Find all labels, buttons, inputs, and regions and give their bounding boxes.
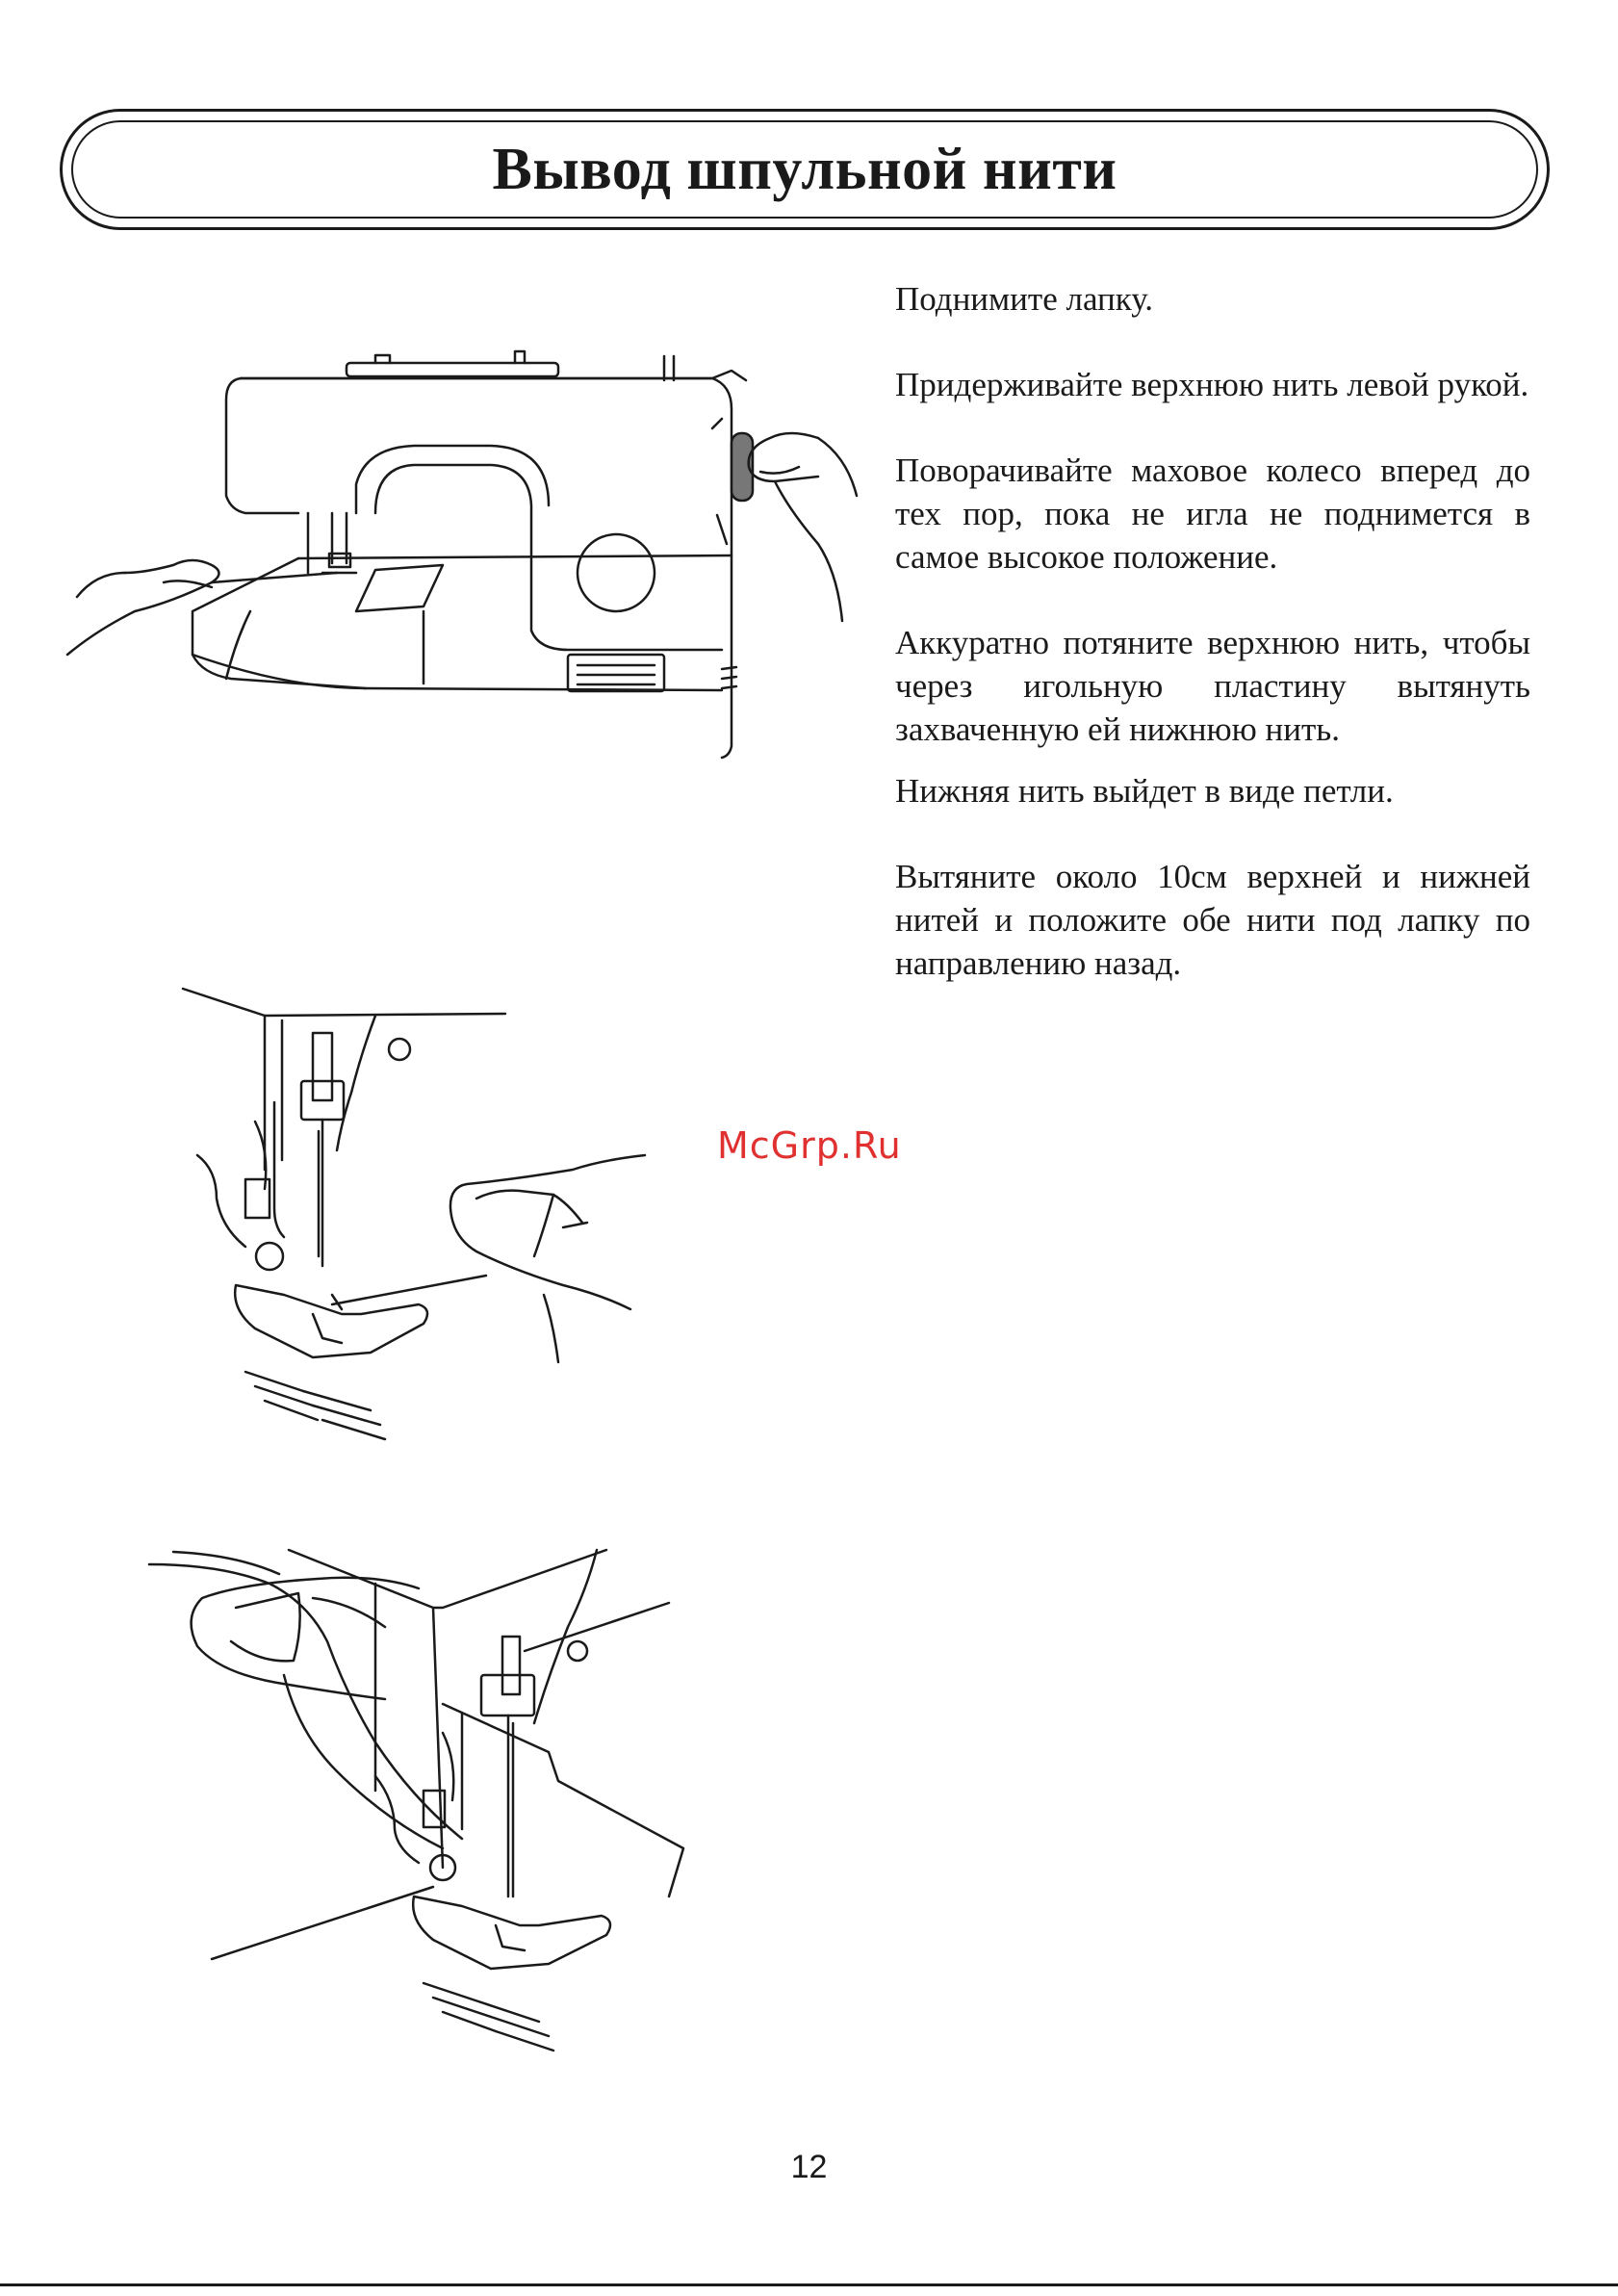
- step-turn-handwheel: Поворачивайте маховое колесо вперед до тех пор, пока не игла не поднимется в самое высокое положение.: [895, 451, 1530, 576]
- threads-under-foot-illustration: [144, 1531, 693, 2070]
- step-hold-thread: Придерживайте верхнюю нить левой рукой.: [895, 366, 1529, 403]
- step-loop-appears: Нижняя нить выйдет в виде петли.: [895, 772, 1394, 810]
- title-frame: [60, 109, 1550, 230]
- bottom-rule: [0, 2283, 1618, 2286]
- watermark: McGrp.Ru: [717, 1124, 902, 1167]
- page-number: 12: [790, 2149, 828, 2185]
- page-title: Вывод шпульной нити: [492, 136, 1117, 202]
- instruction-text: [895, 277, 1530, 985]
- step-raise-foot: Поднимите лапку.: [895, 280, 1154, 318]
- presser-foot-pull-illustration: [178, 977, 659, 1458]
- step-pull-upper-thread: Аккуратно потяните верхнюю нить, чтобы через игольную пластину вытянуть захваченную ей нижнюю нить.: [895, 624, 1530, 748]
- sewing-machine-illustration: [58, 342, 866, 813]
- step-pull-threads-back: Вытяните около 10см верхней и нижней нитей и положите обе нити под лапку по направлению назад.: [895, 858, 1530, 982]
